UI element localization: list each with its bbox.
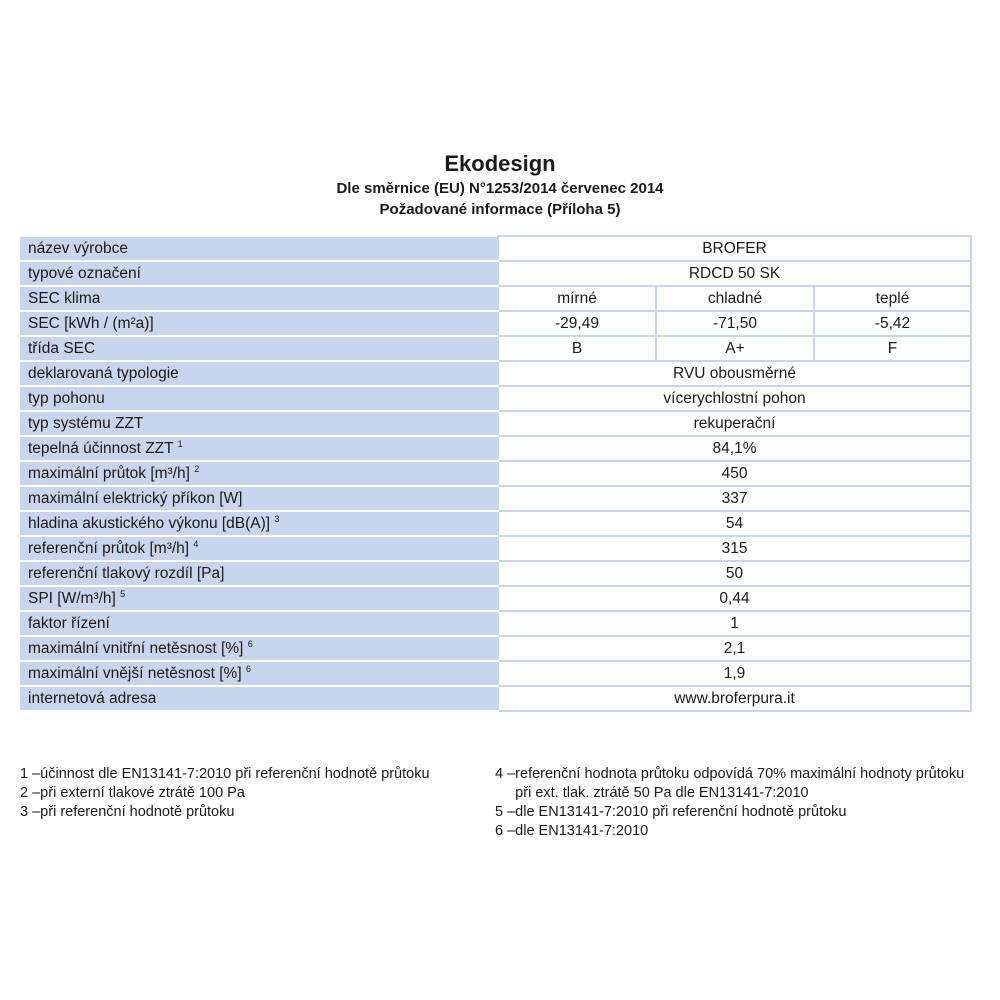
table-row: [21, 486, 971, 511]
row-value: 337: [498, 486, 971, 511]
row-value: 54: [498, 511, 971, 536]
footnote-text: účinnost dle EN13141-7:2010 při referenční hodnotě průtoku: [40, 766, 430, 782]
row-label-text: typ pohonu: [28, 389, 105, 407]
footnote-ref: 6: [245, 663, 251, 674]
footnote-text: při externí tlakové ztrátě 100 Pa: [40, 785, 245, 801]
row-label-text: SPI [W/m³/h]: [28, 589, 116, 607]
footnote-number: 5 –: [495, 804, 516, 820]
footnote: [20, 765, 480, 784]
row-value: 2,1: [498, 636, 971, 661]
table-row: [21, 536, 971, 561]
table-row: [21, 386, 971, 411]
row-value: -5,42: [814, 311, 971, 336]
document-subtitle: Dle směrnice (EU) N°1253/2014 červenec 2014: [336, 180, 664, 197]
row-value: A+: [656, 336, 814, 361]
row-value: rekuperační: [498, 411, 971, 436]
row-value: chladné: [656, 286, 814, 311]
row-label: [21, 686, 498, 711]
row-value: 315: [498, 536, 971, 561]
footnote: [20, 784, 480, 803]
row-label: [21, 636, 498, 661]
row-value: -71,50: [656, 311, 814, 336]
row-label-text: název výrobce: [28, 239, 128, 257]
table-row: [21, 436, 971, 461]
table-row: [21, 411, 971, 436]
document-title: Ekodesign: [444, 151, 556, 176]
row-value: mírné: [498, 286, 656, 311]
row-label: [21, 486, 498, 511]
row-label-text: typ systému ZZT: [28, 414, 144, 432]
row-label: [21, 336, 498, 361]
footnote-text: při referenční hodnotě průtoku: [40, 804, 235, 820]
row-value: F: [814, 336, 971, 361]
footnote-ref: 1: [177, 438, 183, 449]
row-label-text: SEC klima: [28, 289, 101, 307]
footnote: [495, 765, 975, 803]
ecodesign-table: [20, 235, 972, 712]
row-label: [21, 561, 498, 586]
row-label-text: maximální elektrický příkon [W]: [28, 489, 243, 507]
table-row: [21, 261, 971, 286]
footnote-ref: 2: [194, 463, 200, 474]
row-value: 50: [498, 561, 971, 586]
row-label-text: tepelná účinnost ZZT: [28, 439, 174, 457]
row-value: 450: [498, 461, 971, 486]
row-value: 1,9: [498, 661, 971, 686]
row-label-text: SEC [kWh / (m²a)]: [28, 314, 154, 332]
row-value: 0,44: [498, 586, 971, 611]
row-label: [21, 386, 498, 411]
row-label: [21, 286, 498, 311]
table-row: [21, 636, 971, 661]
row-label: [21, 236, 498, 261]
table-row: [21, 511, 971, 536]
row-value: BROFER: [498, 236, 971, 261]
row-label: [21, 536, 498, 561]
row-label-text: faktor řízení: [28, 614, 110, 632]
row-label-text: maximální vnitřní netěsnost [%]: [28, 639, 244, 657]
footnote: [495, 803, 975, 822]
table-row: [21, 236, 971, 261]
table-row: [21, 611, 971, 636]
footnote-number: 4 –: [495, 766, 516, 782]
row-label: [21, 586, 498, 611]
footnote-number: 3 –: [20, 804, 41, 820]
row-label-text: internetová adresa: [28, 689, 157, 707]
document-header: [0, 150, 1000, 220]
footnote-number: 1 –: [20, 766, 41, 782]
row-label-text: typové označení: [28, 264, 141, 282]
table-row: [21, 686, 971, 711]
footnotes-right: [495, 765, 975, 841]
row-value: 84,1%: [498, 436, 971, 461]
row-label-text: hladina akustického výkonu [dB(A)]: [28, 514, 271, 532]
table-row: [21, 586, 971, 611]
row-label: [21, 436, 498, 461]
row-label: [21, 511, 498, 536]
footnote-ref: 5: [120, 588, 126, 599]
table-row: [21, 286, 971, 311]
row-label: [21, 361, 498, 386]
document-subtitle-annex: Požadované informace (Příloha 5): [379, 201, 621, 218]
row-value: 1: [498, 611, 971, 636]
row-label-text: deklarovaná typologie: [28, 364, 179, 382]
table-row: [21, 461, 971, 486]
footnote-text: dle EN13141-7:2010: [515, 823, 649, 839]
footnote-text: dle EN13141-7:2010 při referenční hodnotě průtoku: [515, 804, 847, 820]
row-value: www.broferpura.it: [498, 686, 971, 711]
table-row: [21, 336, 971, 361]
footnote-number: 6 –: [495, 823, 516, 839]
row-label-text: referenční průtok [m³/h]: [28, 539, 190, 557]
row-value: -29,49: [498, 311, 656, 336]
footnote-text: referenční hodnota průtoku odpovídá 70% maximální hodnoty průtoku při ext. tlak. ztrátě 50 Pa dle EN13141-7:2010: [515, 766, 965, 801]
footnote-number: 2 –: [20, 785, 41, 801]
footnote-ref: 3: [274, 513, 280, 524]
footnote-ref: 6: [247, 638, 253, 649]
row-value: RDCD 50 SK: [498, 261, 971, 286]
row-label-text: maximální průtok [m³/h]: [28, 464, 190, 482]
row-value: teplé: [814, 286, 971, 311]
footnotes-left: [20, 765, 480, 822]
footnote-ref: 4: [193, 538, 199, 549]
table-row: [21, 661, 971, 686]
row-value: B: [498, 336, 656, 361]
footnote: [495, 822, 975, 841]
row-value: vícerychlostní pohon: [498, 386, 971, 411]
table-row: [21, 361, 971, 386]
row-label-text: maximální vnější netěsnost [%]: [28, 664, 242, 682]
row-label: [21, 261, 498, 286]
row-value: RVU obousměrné: [498, 361, 971, 386]
row-label: [21, 611, 498, 636]
table-row: [21, 311, 971, 336]
table-row: [21, 561, 971, 586]
row-label: [21, 461, 498, 486]
row-label-text: třída SEC: [28, 339, 96, 357]
row-label: [21, 311, 498, 336]
row-label-text: referenční tlakový rozdíl [Pa]: [28, 564, 225, 582]
row-label: [21, 411, 498, 436]
row-label: [21, 661, 498, 686]
footnote: [20, 803, 480, 822]
